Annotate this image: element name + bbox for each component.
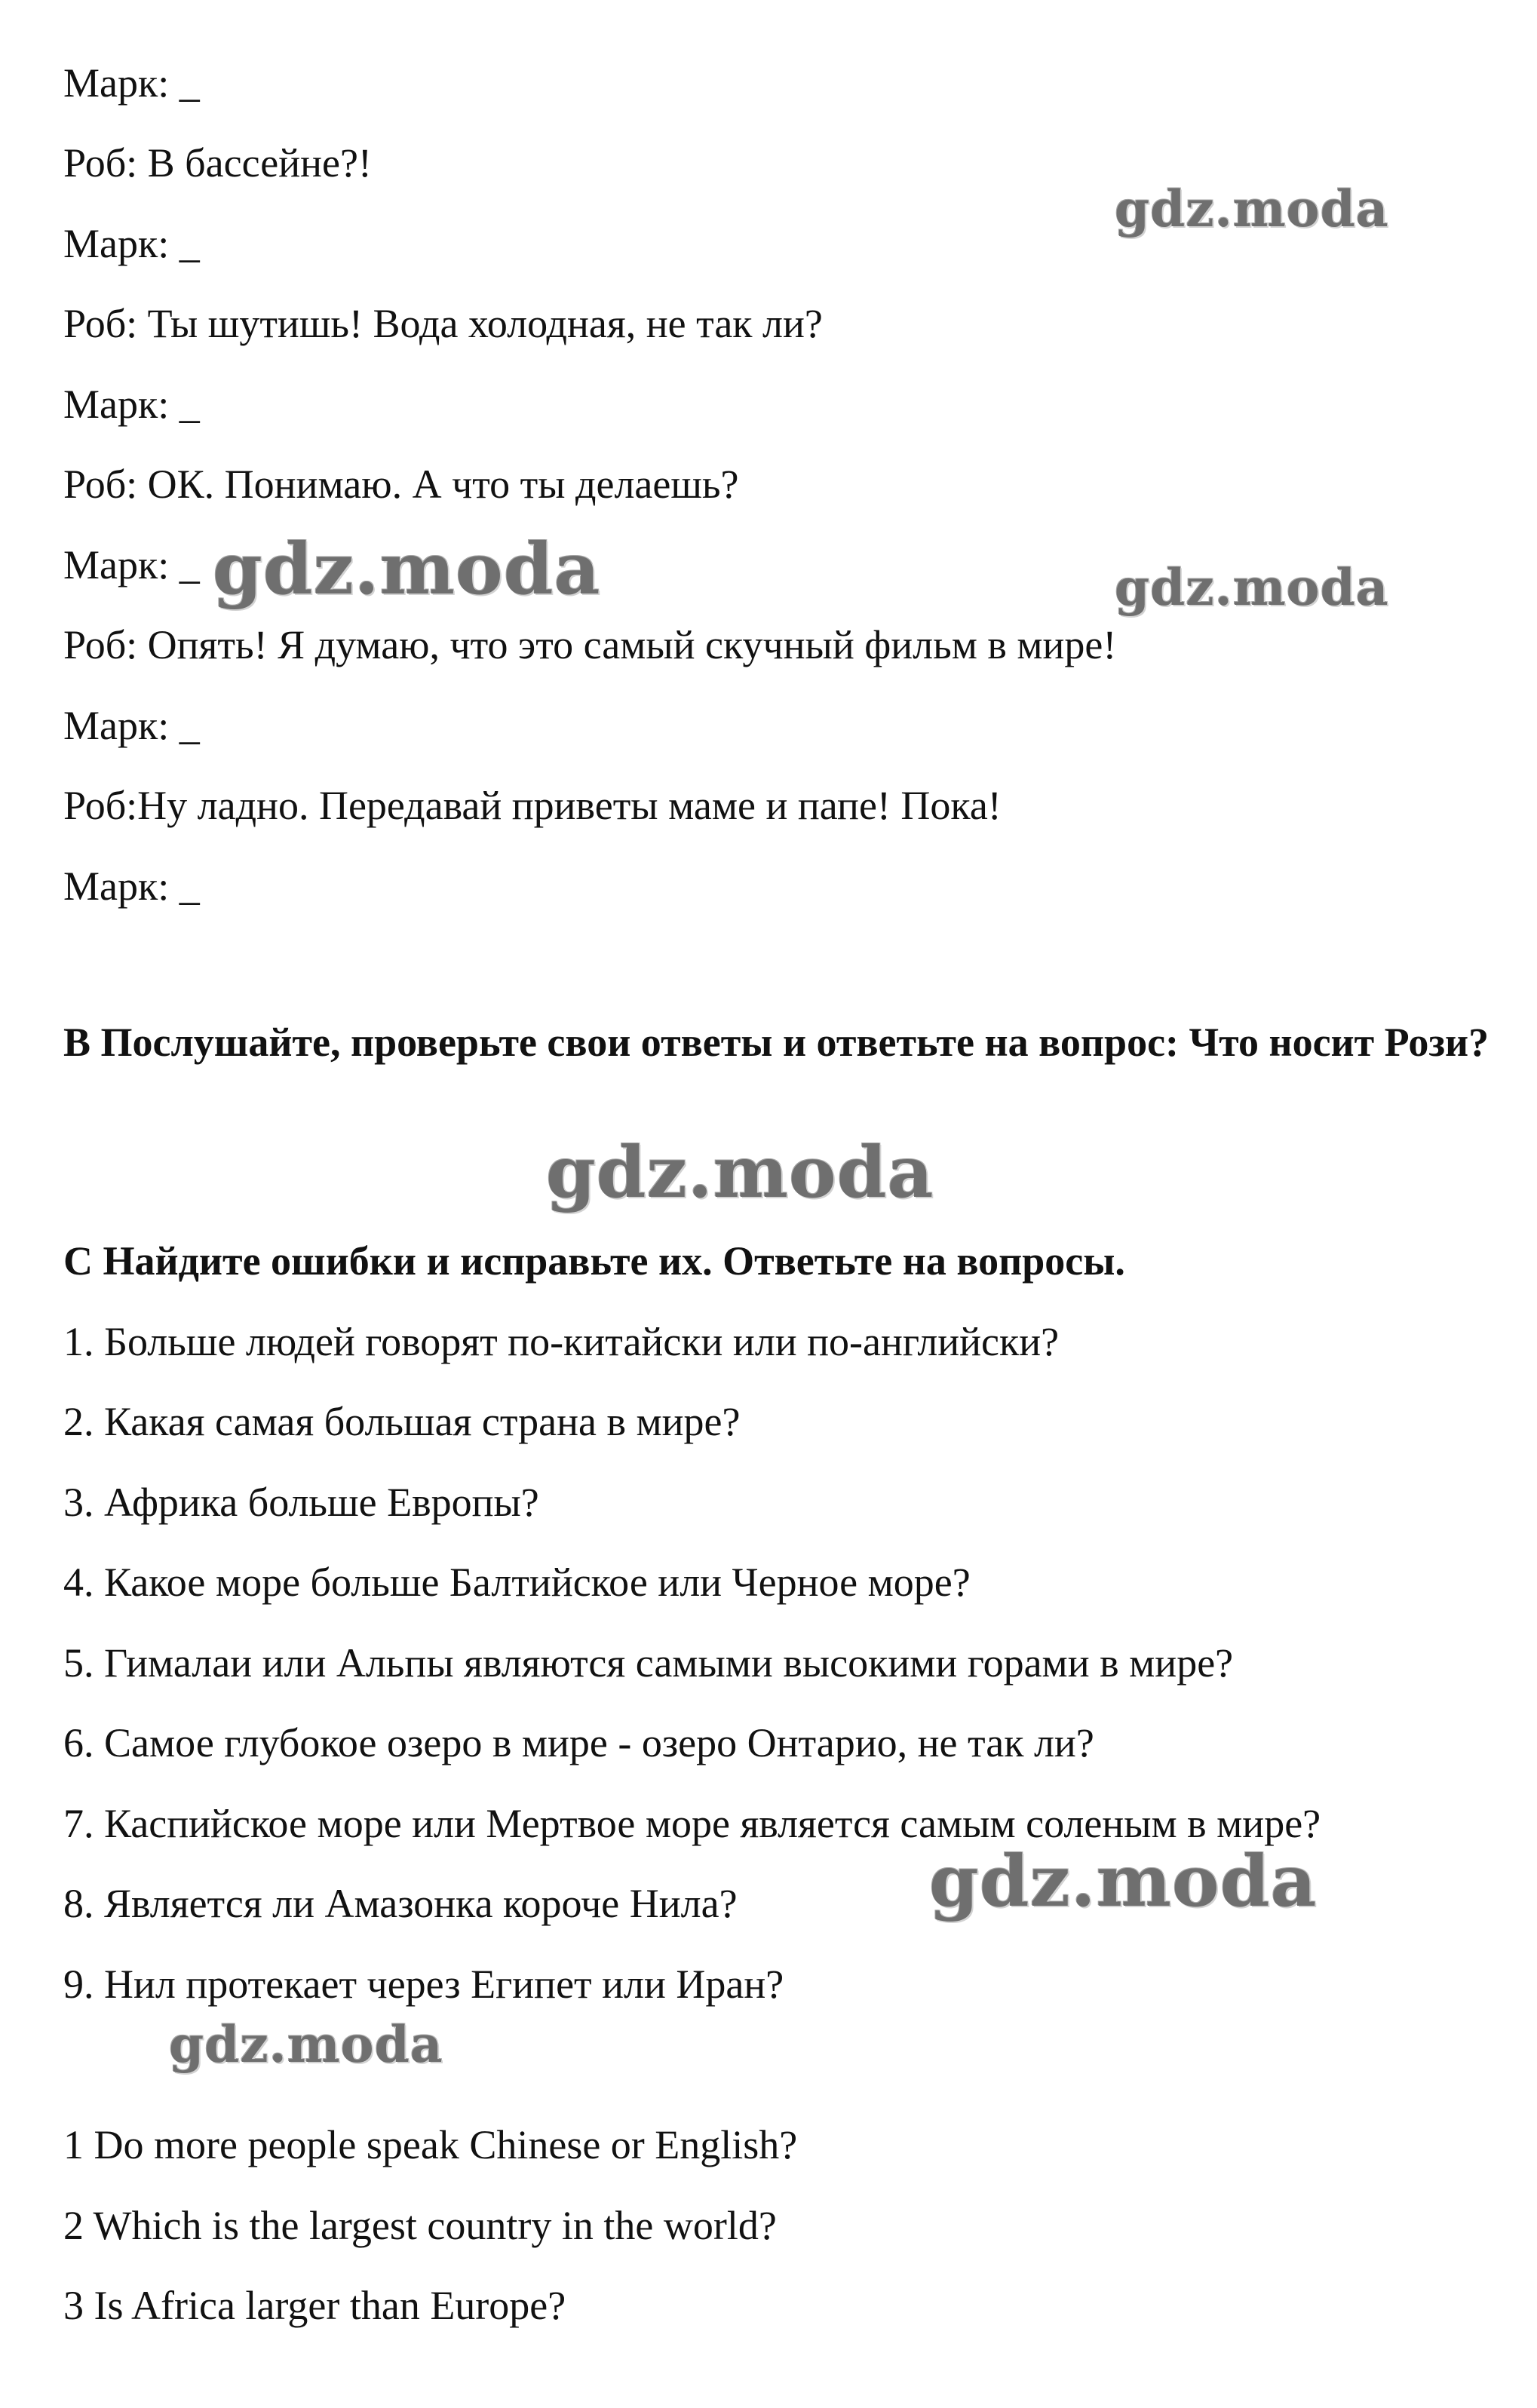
question-ru: 6. Самое глубокое озеро в мире - озеро Онтарио, не так ли?	[63, 1720, 1094, 1765]
question-en: 2 Which is the largest country in the world?	[63, 2203, 777, 2248]
watermark: gdz.moda	[213, 528, 601, 611]
dialogue-line: Марк: _	[63, 221, 200, 266]
watermark: gdz.moda	[169, 2015, 443, 2074]
dialogue-line: Марк: _	[63, 703, 200, 748]
question-ru: 5. Гималаи или Альпы являются самыми высокими горами в мире?	[63, 1640, 1234, 1686]
watermark: gdz.moda	[546, 1131, 934, 1214]
question-ru: 7. Каспийское море или Мертвое море является самым соленым в мире?	[63, 1801, 1321, 1846]
dialogue-line: Марк: _	[63, 382, 200, 427]
watermark: gdz.moda	[929, 1840, 1318, 1923]
dialogue-line: Роб: ОК. Понимаю. А что ты делаешь?	[63, 462, 739, 507]
watermark: gdz.moda	[1115, 558, 1389, 617]
dialogue-line: Роб:Ну ладно. Передавай приветы маме и папе! Пока!	[63, 783, 1002, 828]
dialogue-line: Марк: _	[63, 542, 200, 587]
section-c-heading: C Найдите ошибки и исправьте их. Ответьте на вопросы.	[63, 1238, 1125, 1284]
question-en: 1 Do more people speak Chinese or English?	[63, 2122, 798, 2167]
question-ru: 9. Нил протекает через Египет или Иран?	[63, 1962, 784, 2007]
question-en: 3 Is Africa larger than Europe?	[63, 2283, 566, 2328]
dialogue-line: Роб: В бассейне?!	[63, 140, 372, 186]
question-ru: 8. Является ли Амазонка короче Нила?	[63, 1881, 738, 1926]
dialogue-line: Роб: Ты шутишь! Вода холодная, не так ли?	[63, 301, 823, 346]
question-ru: 1. Больше людей говорят по-китайски или по-английски?	[63, 1319, 1060, 1364]
question-ru: 3. Африка больше Европы?	[63, 1480, 539, 1525]
dialogue-line: Марк: _	[63, 864, 200, 909]
section-b-heading: B Послушайте, проверьте свои ответы и ответьте на вопрос: Что носит Рози?	[63, 1020, 1489, 1065]
question-ru: 4. Какое море больше Балтийское или Черное море?	[63, 1560, 971, 1605]
dialogue-line: Роб: Опять! Я думаю, что это самый скучный фильм в мире!	[63, 622, 1117, 667]
question-ru: 2. Какая самая большая страна в мире?	[63, 1399, 741, 1444]
watermark: gdz.moda	[1115, 179, 1389, 238]
dialogue-line: Марк: _	[63, 60, 200, 106]
